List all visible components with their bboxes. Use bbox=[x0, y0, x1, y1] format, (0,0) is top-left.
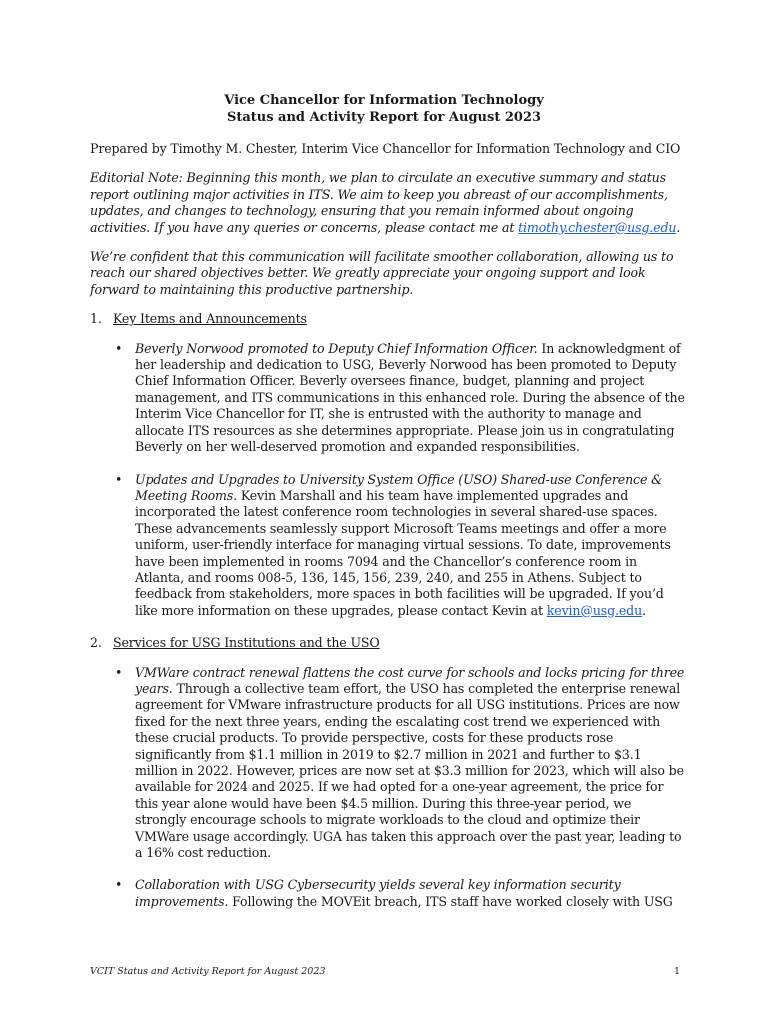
section-title: Key Items and Announcements bbox=[113, 311, 307, 327]
list-item bbox=[90, 665, 686, 862]
section-heading bbox=[90, 311, 686, 327]
list-item bbox=[90, 877, 686, 910]
item-lead: Collaboration with USG Cybersecurity yields several key information security improvements. bbox=[135, 877, 621, 909]
footer-title: VCIT Status and Activity Report for August 2023 bbox=[90, 966, 326, 977]
report-title bbox=[0, 92, 768, 126]
list-item: • Updates and Upgrades to University System Office (USO) Shared-use Conference & Meeting Rooms. Kevin Marshall and his team have implemented upgrades and incorporated the latest conference room technologies in several shared-use spaces. These advancements seamlessly support Microsoft Teams meetings and offer a more uniform, user-friendly interface for managing virtual sessions. To date, improvements have been implemented in rooms 7094 and the Chancellor’s conference room in Atlanta, and rooms 008-5, 136, 145, 156, 239, 240, and 255 in Athens. Subject to feedback from stakeholders, more spaces in both facilities will be upgraded. If you’d like more information on these upgrades, please contact Kevin at kevin@usg.edu. bbox=[115, 471, 671, 618]
editorial-note: Editorial Note: Beginning this month, we plan to circulate an executive summary and status report outlining major activities in ITS. We aim to keep you abreast of our accomplishments, updates, and changes to technology, ensuring that you remain informed about ongoing activities. If you have any queries or concerns, please contact me at timothy.chester@usg.edu. bbox=[90, 170, 681, 235]
page-number: 1 bbox=[673, 966, 680, 977]
item-body: Kevin Marshall and his team have implemented upgrades and incorporated the latest conference room technologies in several shared-use spaces. These advancements seamlessly support Microsoft Teams meetings and offer a more uniform, user-friendly interface for managing virtual sessions. To date, improvements have been implemented in rooms 7094 and the Chancellor’s conference room in Atlanta, and rooms 008-5, 136, 145, 156, 239, 240, and 255 in Athens. Subject to feedback from stakeholders, more spaces in both facilities will be upgraded. If you’d like more information on these upgrades, please contact Kevin at bbox=[135, 487, 671, 618]
item-lead: VMWare contract renewal flattens the cost curve for schools and locks pricing for three years. bbox=[135, 664, 685, 696]
cio-email-link[interactable]: timothy.chester@usg.edu bbox=[518, 219, 677, 235]
section-number: 1. bbox=[90, 311, 102, 327]
kevin-email-link[interactable]: kevin@usg.edu bbox=[546, 602, 643, 618]
page-footer bbox=[90, 966, 680, 977]
section-items bbox=[90, 341, 686, 620]
bullet-icon: • bbox=[115, 471, 123, 487]
bullet-icon: • bbox=[115, 340, 123, 356]
item-body: In acknowledgment of her leadership and dedication to USG, Beverly Norwood has been promoted to Deputy Chief Information Officer. Beverly oversees finance, budget, planning and project management, and ITS communications in this enhanced role. During the absence of the Interim Vice Chancellor for IT, she is entrusted with the authority to manage and allocate ITS resources as she determines appropriate. Please join us in congratulating Beverly on her well-deserved promotion and expanded responsibilities. bbox=[135, 340, 685, 455]
section-heading bbox=[90, 635, 686, 651]
section-items bbox=[90, 665, 686, 911]
item-lead: Beverly Norwood promoted to Deputy Chief Information Officer. bbox=[135, 340, 538, 356]
item-body: Following the MOVEit breach, ITS staff have worked closely with USG bbox=[228, 893, 673, 909]
item-body: Through a collective team effort, the USO has completed the enterprise renewal agreement for VMware infrastructure products for all USG institutions. Prices are now fixed for the next three years, ending the escalating cost trend we experienced with these crucial products. To provide perspective, costs for these products rose significantly from $1.1 million in 2019 to $2.7 million in 2021 and further to $3.1 million in 2022. However, prices are now set at $3.3 million for 2023, which will also be available for 2024 and 2025. If we had opted for a one-year agreement, the price for this year alone would have been $4.5 million. During this three-year period, we strongly encourage schools to migrate workloads to the cloud and optimize their VMWare usage accordingly. UGA has taken this approach over the past year, leading to a 16% cost reduction. bbox=[135, 680, 684, 861]
title-line-1: Vice Chancellor for Information Technology bbox=[224, 93, 544, 108]
confidence-paragraph: We’re confident that this communication will facilitate smoother collaboration, allowing us to reach our shared objectives better. We greatly appreciate your ongoing support and look forward to maintaining this productive partnership. bbox=[90, 249, 674, 297]
bullet-icon: • bbox=[115, 664, 123, 680]
item-lead: Updates and Upgrades to University System Office (USO) Shared-use Conference & Meeting Rooms. bbox=[135, 471, 663, 503]
list-item bbox=[90, 341, 686, 456]
editorial-note-text: Editorial Note: Beginning this month, we plan to circulate an executive summary and status report outlining major activities in ITS. We aim to keep you abreast of our accomplishments, updates, and changes to technology, ensuring that you remain informed about ongoing activities. If you have any queries or concerns, please contact me at bbox=[90, 170, 668, 235]
title-line-2: Status and Activity Report for August 2023 bbox=[226, 110, 542, 125]
report-body bbox=[90, 141, 686, 926]
bullet-icon: • bbox=[115, 877, 123, 893]
section-number: 2. bbox=[90, 635, 102, 651]
prepared-by: Prepared by Timothy M. Chester, Interim Vice Chancellor for Information Technology and CIO bbox=[90, 141, 681, 156]
section-title: Services for USG Institutions and the USO bbox=[113, 635, 380, 651]
